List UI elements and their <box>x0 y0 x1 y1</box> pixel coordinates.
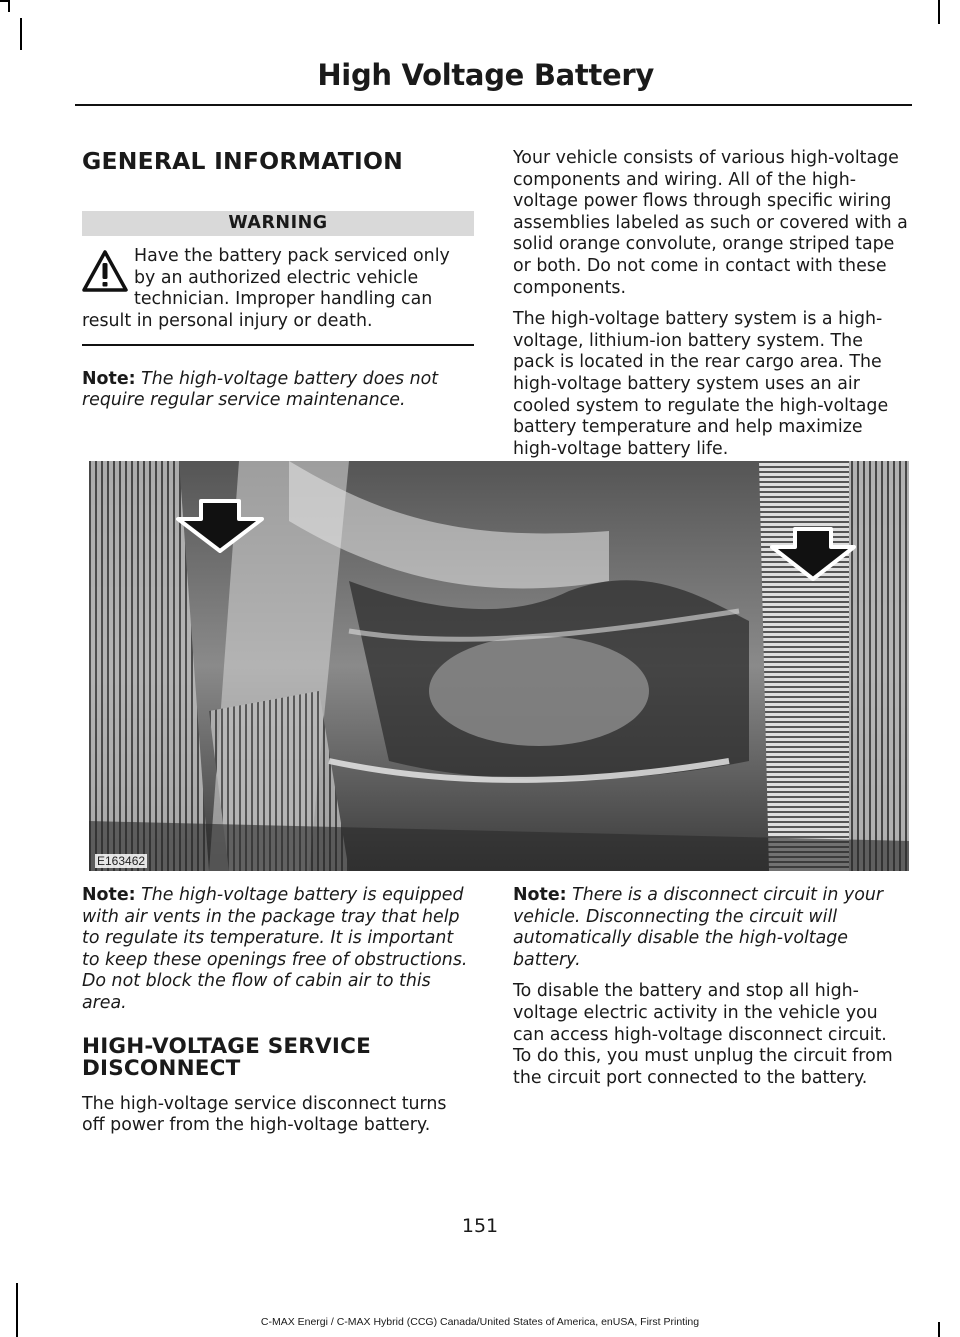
page-number: 151 <box>461 1215 499 1237</box>
note-text: The high-voltage battery does not require regular service maintenance. <box>82 368 439 411</box>
body-paragraph: The high-voltage service disconnect turns off power from the high-voltage battery. <box>82 1093 447 1136</box>
page-footer: C-MAX Energi / C-MAX Hybrid (CCG) Canada/United States of America, enUSA, First Printing <box>260 1316 700 1328</box>
cargo-area-illustration <box>89 461 909 871</box>
warning-line: by an authorized electric vehicle <box>134 267 419 288</box>
section-heading: GENERAL INFORMATION <box>82 147 404 175</box>
warning-banner: WARNING <box>82 211 474 236</box>
crop-mark <box>0 0 8 2</box>
note-paragraph <box>82 369 474 412</box>
warning-text <box>82 246 474 332</box>
note-text: The high-voltage battery is equipped with air vents in the package tray that help to regulate its temperature. It is important to keep these openings free of obstructions. Do not block the flow of cabin air to this area. <box>82 885 468 1013</box>
warning-line: technician. Improper handling can <box>134 289 433 309</box>
crop-mark <box>938 0 940 24</box>
battery-location-photo <box>89 461 909 871</box>
warning-line: result in personal injury or death. <box>82 310 373 331</box>
warning-divider <box>82 344 474 346</box>
general-section <box>82 149 474 412</box>
crop-mark <box>20 18 22 50</box>
heading-line: HIGH-VOLTAGE SERVICE <box>82 1033 371 1059</box>
body-paragraph: The high-voltage battery system is a high-voltage, lithium-ion battery system. The pack is located in the rear cargo area. The high-voltage battery system uses an air cooled system to regulate the high-voltage battery temperature and help maximize high-voltage battery life. <box>513 309 889 459</box>
note-label: Note: <box>82 368 136 389</box>
figure-code: E163462 <box>97 854 146 868</box>
note-paragraph <box>82 885 474 1015</box>
warning-triangle-icon <box>82 250 128 292</box>
heading-line: DISCONNECT <box>82 1055 241 1081</box>
body-paragraph: Your vehicle consists of various high-voltage components and wiring. All of the high-voltage power flows through specific wiring assemblies labeled as such or covered with a solid orange convolute, orange striped tape or both. Do not come in contact with these components. <box>513 148 908 298</box>
header-divider <box>75 104 912 106</box>
general-right-column <box>513 148 909 460</box>
body-paragraph: To disable the battery and stop all high-voltage electric activity in the vehicle you can access high-voltage disconnect circuit. To do this, you must unplug the circuit from the circuit port connected to the battery. <box>513 981 893 1088</box>
lower-left-column <box>82 885 474 1137</box>
crop-mark <box>8 0 10 12</box>
note-text: There is a disconnect circuit in your vehicle. Disconnecting the circuit will automatically disable the high-voltage battery. <box>513 885 884 970</box>
note-paragraph <box>513 885 909 971</box>
warning-line: Have the battery pack serviced only <box>134 246 450 266</box>
note-label: Note: <box>82 885 136 905</box>
section-heading <box>82 1033 474 1081</box>
note-label: Note: <box>513 885 567 905</box>
crop-mark <box>16 1283 18 1337</box>
lower-right-column <box>513 885 909 1089</box>
page-title: High Voltage Battery <box>317 58 654 92</box>
